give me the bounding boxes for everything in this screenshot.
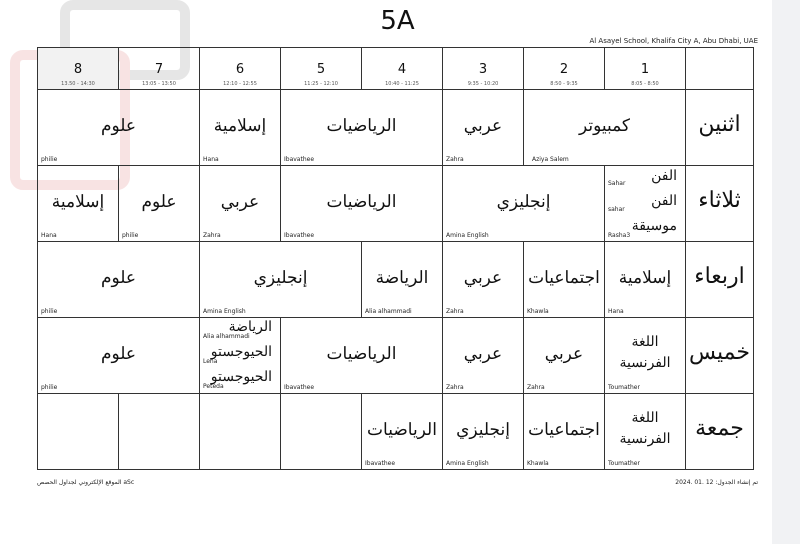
cell-wed-pe: الرياضة Alia alhammadi <box>362 242 443 318</box>
cell-wed-social: اجتماعيات Khawla <box>524 242 605 318</box>
day-thursday: خميس <box>686 318 754 394</box>
right-scroll-strip <box>772 0 800 544</box>
cell-tue-english: إنجليزي Amina English <box>443 166 605 242</box>
cell-fri-empty-5 <box>281 394 362 470</box>
period-header-row <box>38 48 754 90</box>
timetable <box>37 47 754 470</box>
cell-thu-science: علوم philie <box>38 318 200 394</box>
period-4: 4 10:40 - 11:25 <box>362 48 443 90</box>
row-monday <box>38 90 754 166</box>
row-thursday <box>38 318 754 394</box>
cell-tue-science: علوم philie <box>119 166 200 242</box>
cell-wed-science: علوم philie <box>38 242 200 318</box>
day-monday: اثنين <box>686 90 754 166</box>
cell-wed-english: إنجليزي Amina English <box>200 242 362 318</box>
cell-fri-english: إنجليزي Amina English <box>443 394 524 470</box>
cell-fri-french: اللغة الفرنسية Toumather <box>605 394 686 470</box>
period-6: 6 12:10 - 12:55 <box>200 48 281 90</box>
cell-thu-split: الرياضة Alia alhammadi الحيوجستو Lena الحيوجستو Peteda <box>200 318 281 394</box>
cell-mon-arabic: عربي Zahra <box>443 90 524 166</box>
cell-thu-math: الرياضيات Ibavathee <box>281 318 443 394</box>
day-friday: جمعة <box>686 394 754 470</box>
period-7: 7 13:05 - 13:50 <box>119 48 200 90</box>
corner-cell <box>686 48 754 90</box>
period-1: 1 8:05 - 8:50 <box>605 48 686 90</box>
cell-fri-math: الرياضيات Ibavathee <box>362 394 443 470</box>
cell-tue-math: الرياضيات Ibavathee <box>281 166 443 242</box>
period-2: 2 8:50 - 9:35 <box>524 48 605 90</box>
period-3: 3 9:35 - 10:20 <box>443 48 524 90</box>
school-name: Al Asayel School, Khalifa City A, Abu Dhabi, UAE <box>589 37 758 45</box>
cell-wed-arabic: عربي Zahra <box>443 242 524 318</box>
cell-wed-islamic: إسلامية Hana <box>605 242 686 318</box>
cell-thu-arabic: عربي Zahra <box>443 318 524 394</box>
cell-tue-islamic: إسلامية Hana <box>38 166 119 242</box>
cell-mon-math: الرياضيات Ibavathee <box>281 90 443 166</box>
period-8: 8 13.50 - 14:30 <box>38 48 119 90</box>
cell-mon-computer: كمبيوتر Aziya Salem <box>524 90 686 166</box>
cell-tue-art-music: الفن Sahar الفن sahar موسيقة Rasha3 <box>605 166 686 242</box>
footer-site: الموقع الإلكتروني لجداول الحصص aSc <box>37 479 135 486</box>
footer-date: تم إنشاء الجدول: 12 .01 .2024 <box>675 479 758 486</box>
cell-fri-social: اجتماعيات Khawla <box>524 394 605 470</box>
cell-mon-science: علوم philie <box>38 90 200 166</box>
cell-tue-arabic: عربي Zahra <box>200 166 281 242</box>
row-wednesday <box>38 242 754 318</box>
cell-thu-arabic-2: عربي Zahra <box>524 318 605 394</box>
period-5: 5 11:25 - 12:10 <box>281 48 362 90</box>
cell-mon-islamic: إسلامية Hana <box>200 90 281 166</box>
cell-fri-empty-7 <box>119 394 200 470</box>
row-friday <box>38 394 754 470</box>
class-title: 5A <box>380 6 415 36</box>
day-wednesday: اربعاء <box>686 242 754 318</box>
day-tuesday: ثلاثاء <box>686 166 754 242</box>
row-tuesday <box>38 166 754 242</box>
cell-thu-french: اللغة الفرنسية Toumather <box>605 318 686 394</box>
cell-fri-empty-8 <box>38 394 119 470</box>
cell-fri-empty-6 <box>200 394 281 470</box>
